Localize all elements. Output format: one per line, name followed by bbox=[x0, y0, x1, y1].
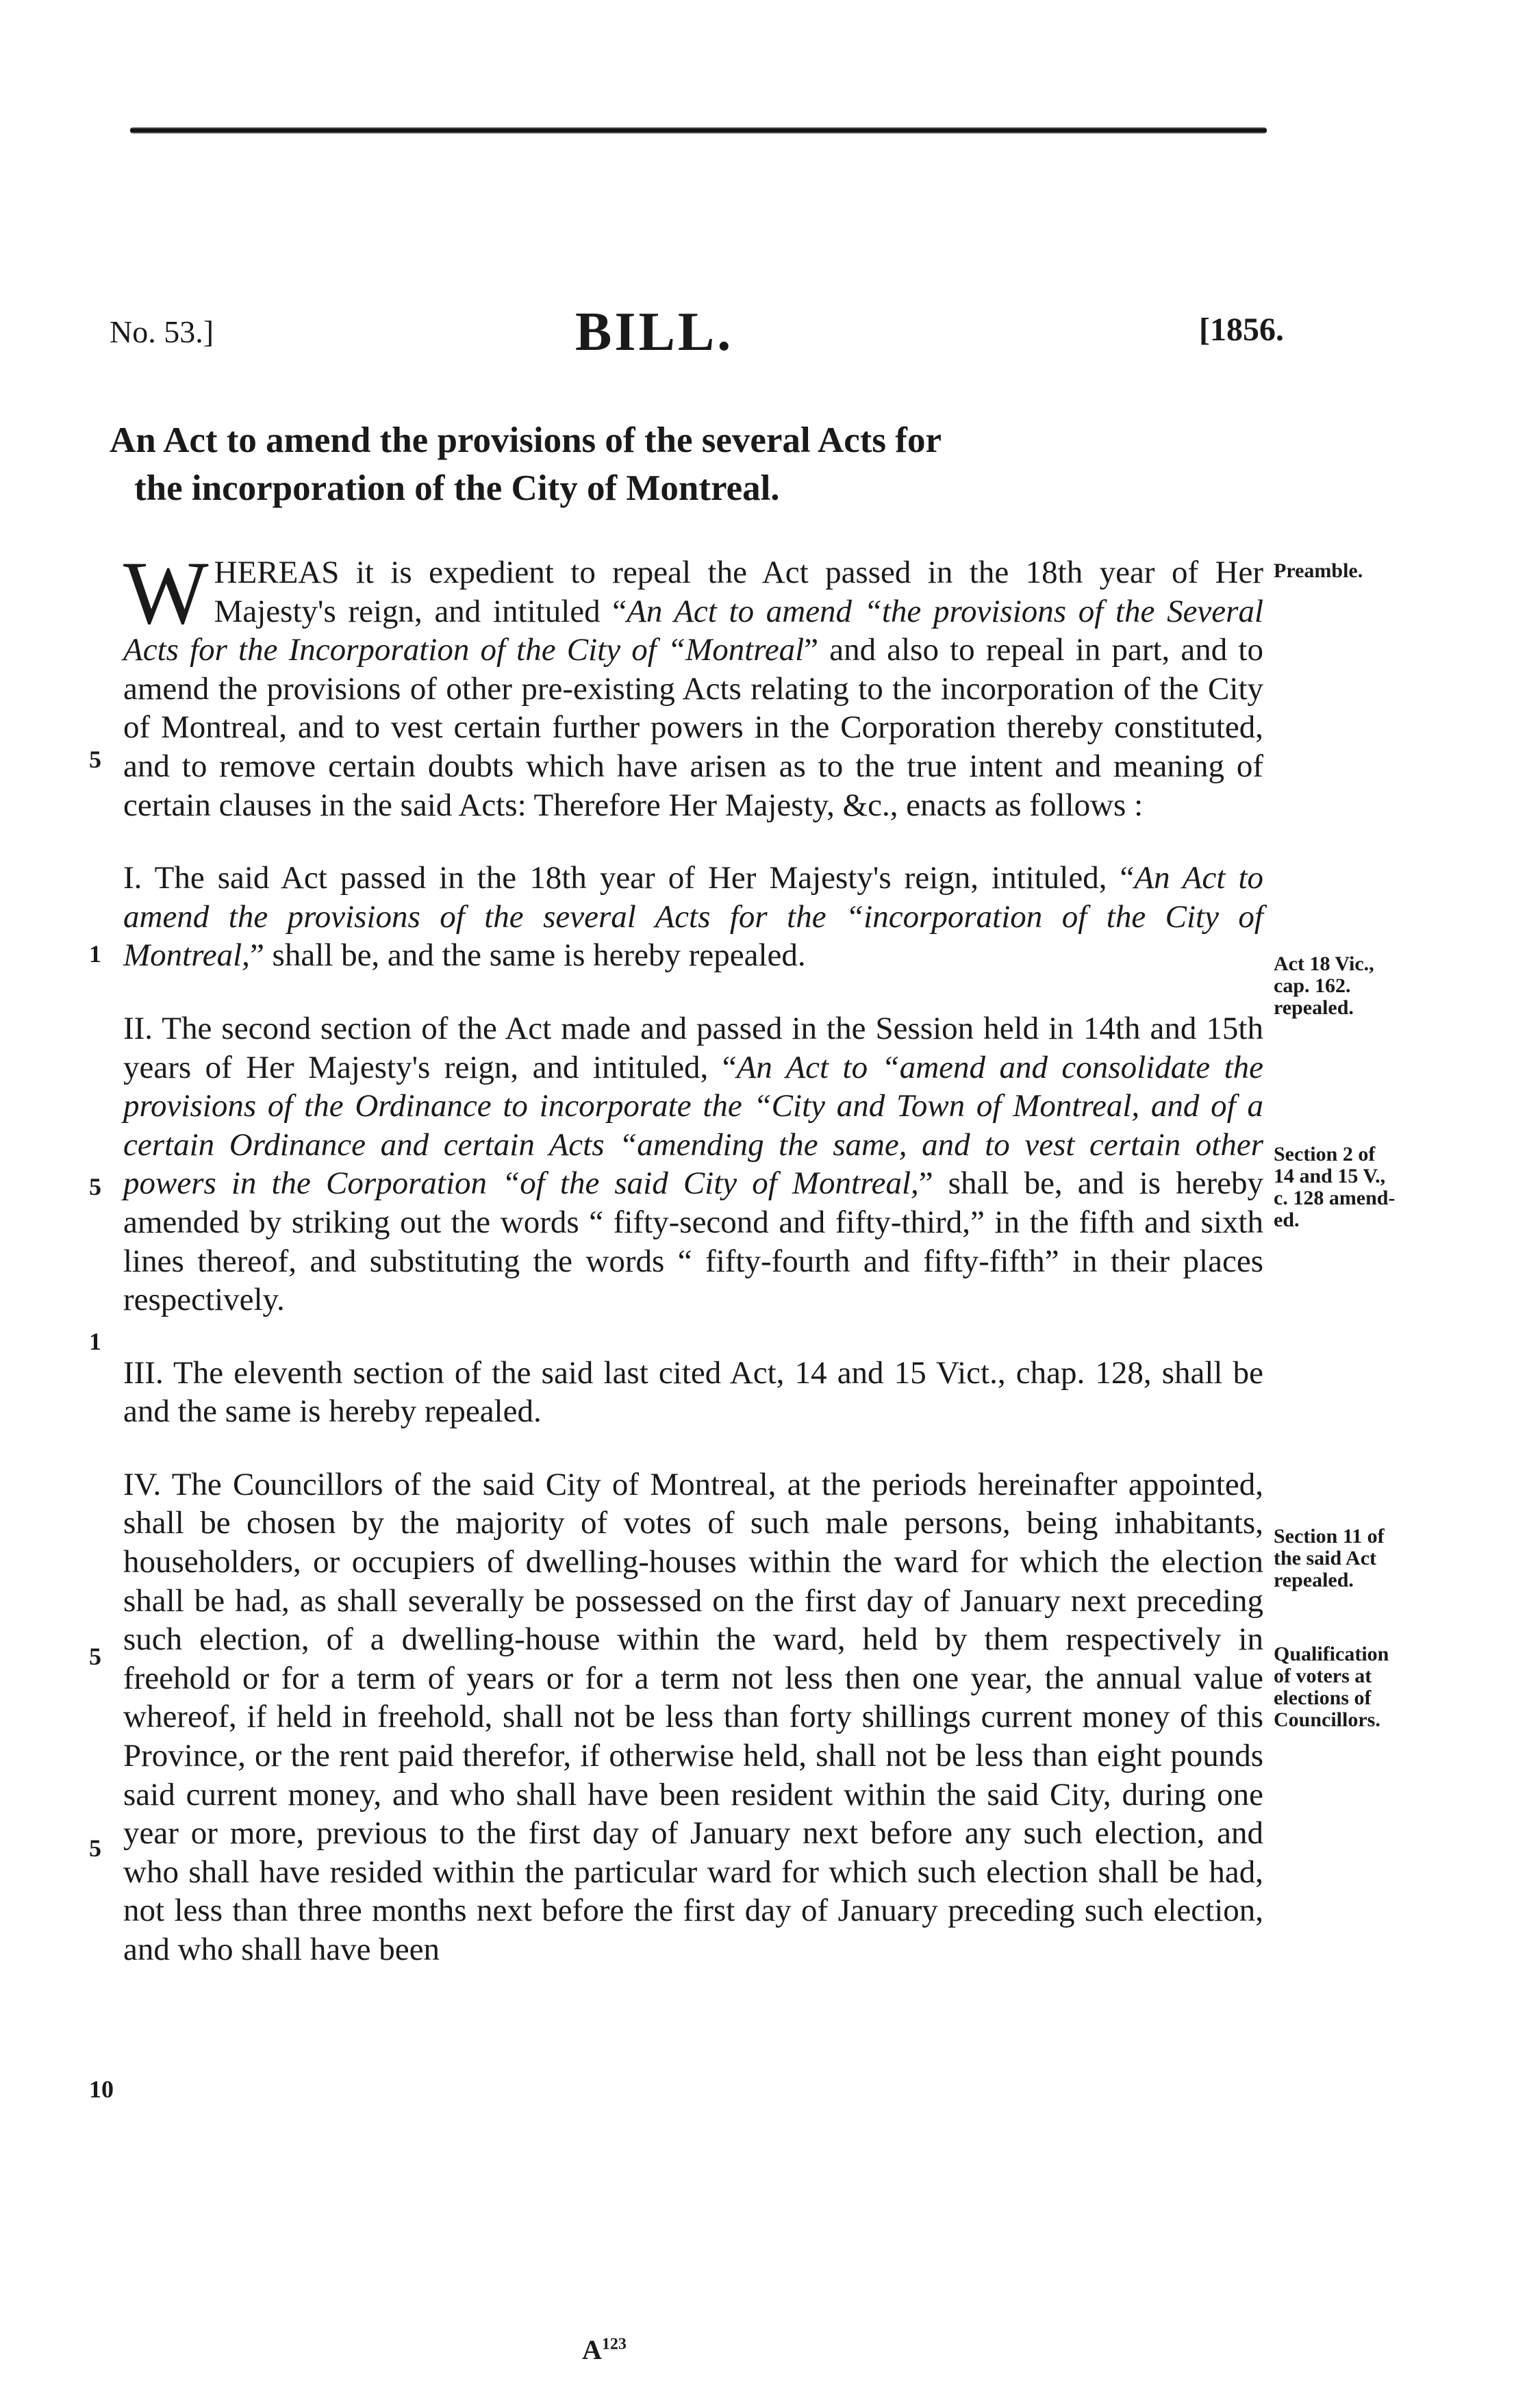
line-number: 1 bbox=[89, 940, 101, 968]
margin-note-section-1: Act 18 Vic., cap. 162. repealed. bbox=[1274, 952, 1374, 1019]
line-number: 5 bbox=[89, 1643, 101, 1670]
section-italic: An Act to “amend and consolidate the provisions of the Ordinance to incorporate the “City and Town of Montreal, and of a certain Ordinance and certain Acts “amending the same, and to vest certain other powers in the Corporation “of the said City of Montreal, bbox=[123, 1049, 1263, 1202]
bill-heading: BILL. bbox=[575, 302, 734, 362]
bill-number: No. 53.] bbox=[110, 314, 214, 349]
line-number: 5 bbox=[89, 1173, 101, 1200]
drop-cap: W bbox=[123, 542, 209, 643]
section-number: III. bbox=[123, 1354, 164, 1391]
margin-note-section-4: Qualification of voters at elections of Councillors. bbox=[1274, 1643, 1389, 1731]
top-rule bbox=[130, 127, 1267, 134]
signature-mark: $A^{123}$ bbox=[582, 2334, 627, 2365]
margin-note-section-3: Section 11 of the said Act repealed. bbox=[1274, 1525, 1385, 1591]
section-2 bbox=[123, 1009, 1263, 1320]
section-number: II. bbox=[123, 1010, 153, 1046]
section-text: The eleventh section of the said last cited Act, 14 and 15 Vict., chap. 128, shall be and the same is hereby repealed. bbox=[123, 1354, 1263, 1430]
page-header bbox=[110, 301, 1284, 363]
bill-year: [1856. bbox=[1199, 312, 1284, 348]
bill-body bbox=[123, 542, 1264, 1969]
preamble-italic: An Act to amend “the provisions of the Several Acts for the Incorporation of the City of “Montreal bbox=[123, 593, 1263, 668]
line-number: 10 bbox=[89, 2075, 114, 2103]
margin-note-preamble: Preamble. bbox=[1274, 559, 1363, 582]
section-text-end: ” shall be, and the same is hereby repealed. bbox=[249, 937, 806, 974]
section-italic: An Act to amend the provisions of the several Acts for the “incorporation of the City of Montreal, bbox=[123, 860, 1264, 974]
act-title-line-1: An Act to amend the provisions of the several Acts for bbox=[110, 420, 942, 460]
section-text: The said Act passed in the 18th year of Her Majesty's reign, intituled, “ bbox=[142, 860, 1135, 896]
line-number: 5 bbox=[89, 746, 101, 773]
section-text-end: ” shall be, and is hereby amended by striking out the words “ fifty-second and fifty-third,” in the fifth and sixth lines thereof, and substituting the words “ fifty-fourth and fifty-fifth” in their places respectively. bbox=[123, 1165, 1263, 1318]
section-3 bbox=[123, 1354, 1263, 1431]
section-number: I. bbox=[123, 860, 142, 896]
section-1 bbox=[123, 859, 1263, 975]
section-4 bbox=[123, 1465, 1263, 1969]
preamble-text-1: HEREAS it is expedient to repeal the Act passed in the 18th year of Her Majesty's reign, and intituled “ bbox=[214, 555, 1263, 629]
section-text: The Councillors of the said City of Montreal, at the periods hereinafter appointed, shall be chosen by the majority of votes of such male persons, being inhabitants, householders, or occupiers of dwelling-houses within the ward for which the election shall be had, as shall severally be possessed on the first day of January next preceding such election, of a dwelling-house within the ward, held by them respectively in freehold or for a term of years or for a term not less then one year, the annual value whereof, if held in freehold, shall not be less than forty shillings current money of this Province, or the rent paid therefor, if otherwise held, shall not be less than eight pounds said current money, and who shall have been resident within the said City, during one year or more, previous to the first day of January next before any such election, and who shall have resided within the particular ward for which such election shall be had, not less than three months next before the first day of January preceding such election, and who shall have been bbox=[123, 1466, 1263, 1967]
preamble-text-2: ” and also to repeal in part, and to amend the provisions of other pre-existing Acts relating to the incorporation of the City of Montreal, and to vest certain further powers in the Corporation thereby constituted, and to remove certain doubts which have arisen as to the true intent and meaning of certain clauses in the said Acts: Therefore Her Majesty, &c., enacts as follows : bbox=[123, 632, 1263, 823]
line-number: 5 bbox=[89, 1834, 101, 1862]
act-title bbox=[110, 416, 1280, 512]
preamble-paragraph bbox=[123, 542, 1263, 824]
act-title-line-2: the incorporation of the City of Montreal. bbox=[134, 468, 780, 508]
section-text: The second section of the Act made and passed in the Session held in 14th and 15th years of Her Majesty's reign, and intituled, “ bbox=[123, 1010, 1263, 1085]
margin-note-section-2: Section 2 of 14 and 15 V., c. 128 amend- ed. bbox=[1274, 1143, 1396, 1231]
line-number: 1 bbox=[89, 1328, 101, 1355]
section-number: IV. bbox=[123, 1466, 162, 1502]
